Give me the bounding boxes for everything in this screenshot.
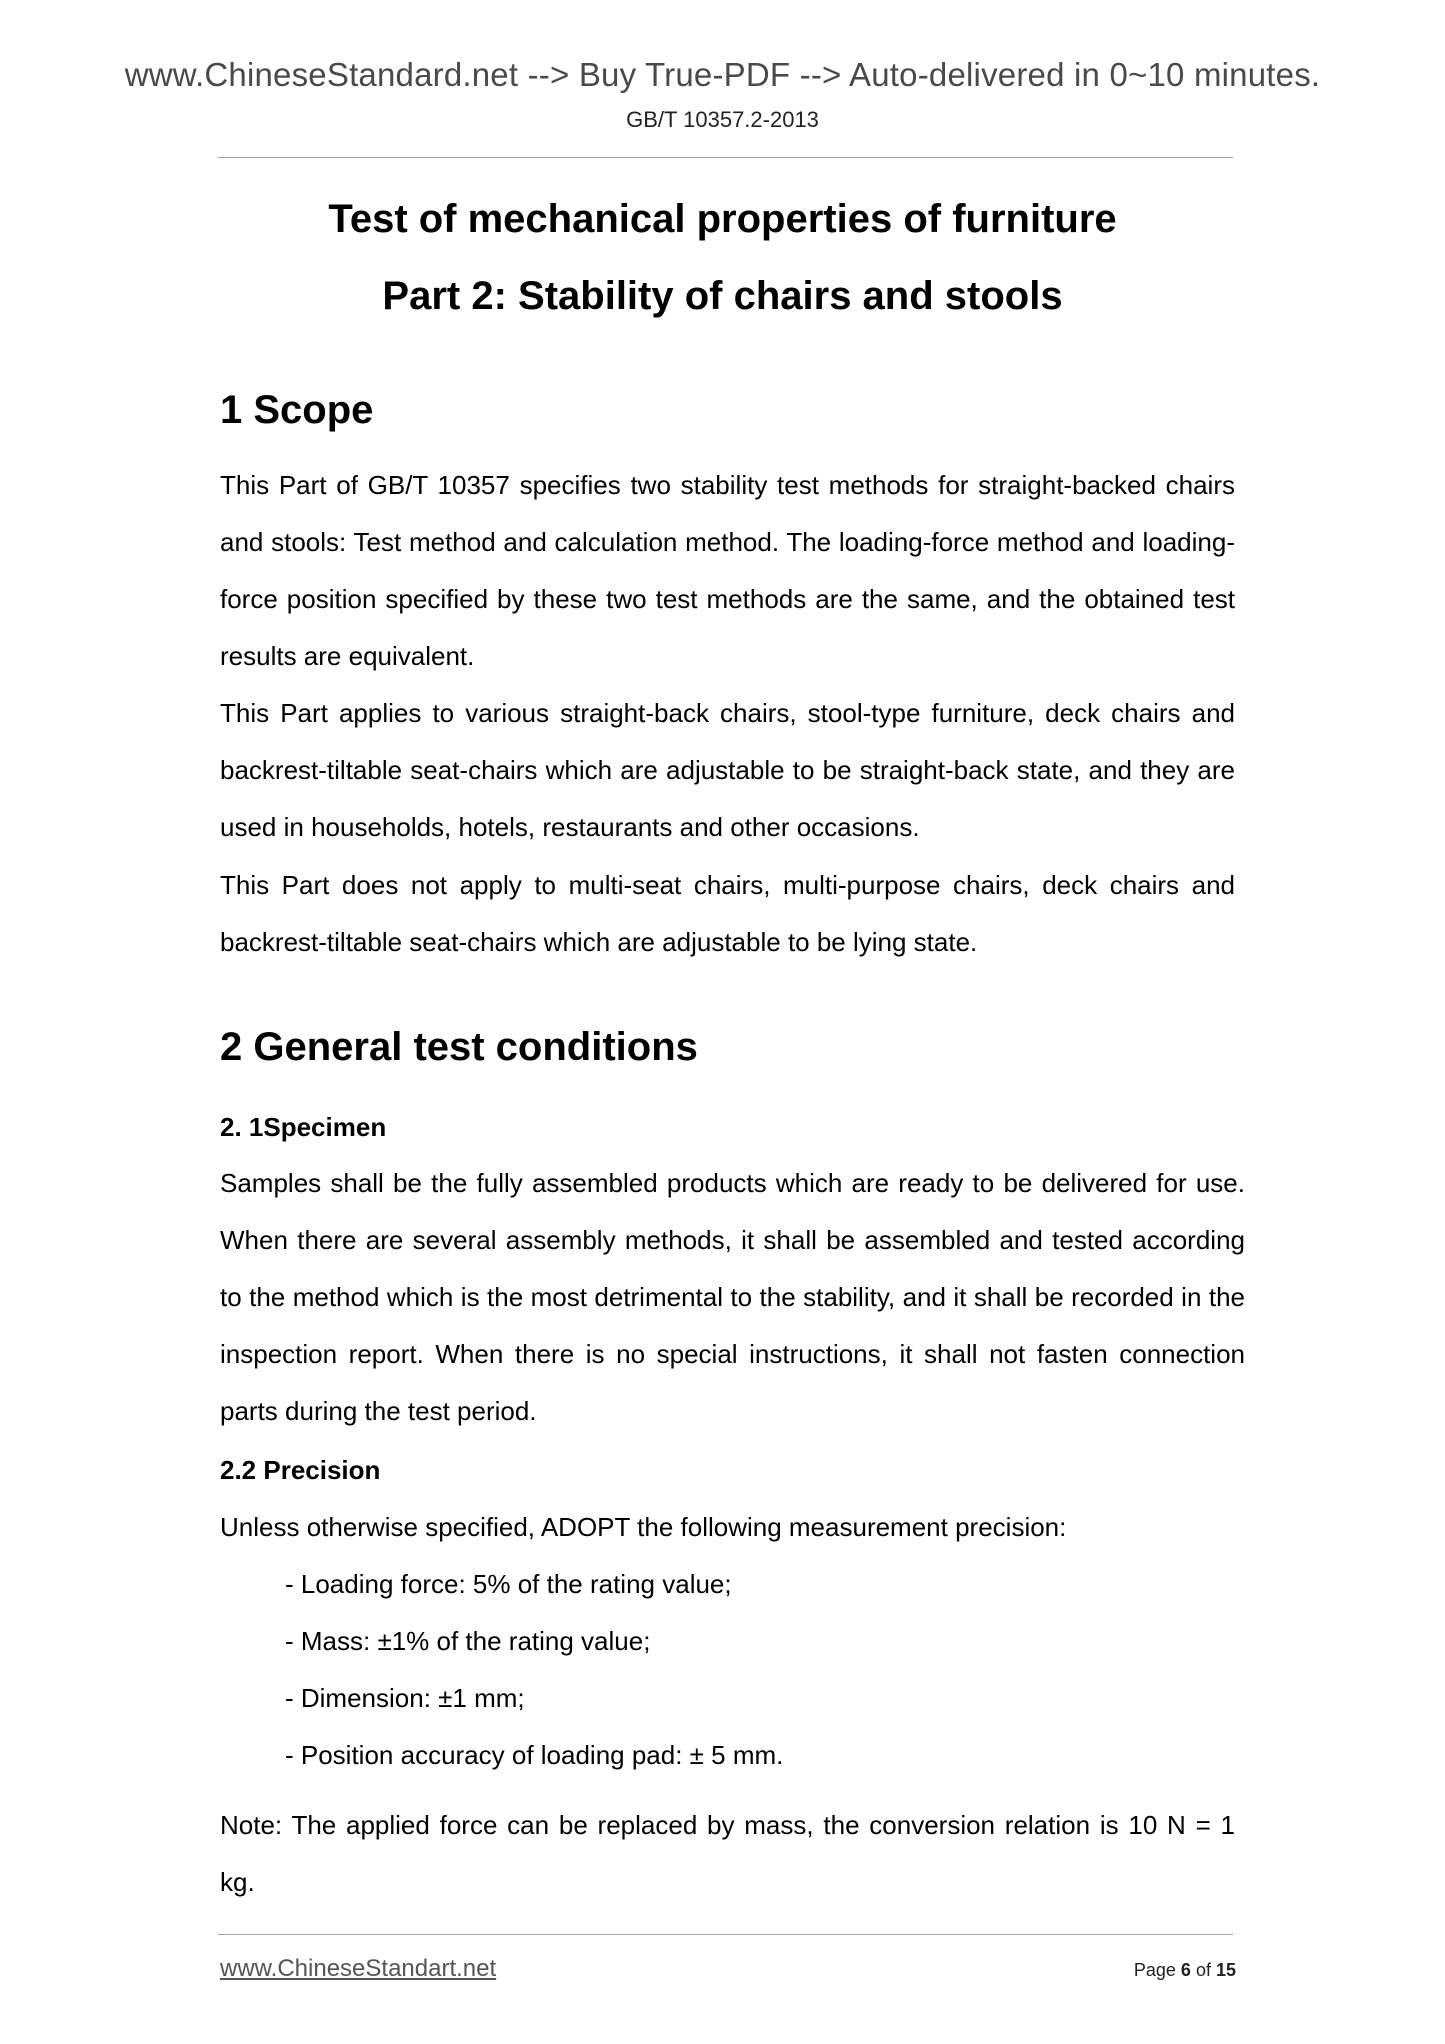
- subsection-heading-specimen: 2. 1Specimen: [220, 1112, 387, 1142]
- precision-intro: Unless otherwise specified, ADOPT the following measurement precision:: [220, 1512, 1067, 1542]
- precision-item: - Mass: ±1% of the rating value;: [285, 1626, 651, 1656]
- subsection-heading-precision: 2.2 Precision: [220, 1455, 381, 1485]
- precision-item: - Dimension: ±1 mm;: [285, 1683, 525, 1713]
- top-banner: www.ChineseStandard.net --> Buy True-PDF --> Auto-delivered in 0~10 minutes.: [124, 56, 1321, 93]
- precision-item: - Loading force: 5% of the rating value;: [285, 1569, 732, 1599]
- section-heading-general-conditions: 2 General test conditions: [220, 1025, 698, 1069]
- page-label: Page: [1133, 1960, 1176, 1980]
- footer-divider: [218, 1934, 1233, 1935]
- header-divider: [218, 157, 1233, 158]
- document-subtitle: Part 2: Stability of chairs and stools: [382, 274, 1063, 318]
- page-number: [1134, 1960, 1236, 1981]
- precision-item: - Position accuracy of loading pad: ± 5 mm.: [285, 1740, 784, 1770]
- page-of-label: of: [1195, 1960, 1211, 1980]
- scope-paragraph-1: This Part of GB/T 10357 specifies two stability test methods for straight-backed chairs and stools: Test method and calculation method. The loading-force method and loading-force position specified by these two test methods are the same, and the obtained test results are equivalent.: [220, 470, 1235, 671]
- scope-paragraph-3: This Part does not apply to multi-seat chairs, multi-purpose chairs, deck chairs and backrest-tiltable seat-chairs which are adjustable to be lying state.: [220, 870, 1235, 957]
- standard-code: GB/T 10357.2-2013: [626, 107, 819, 132]
- page-current: 6: [1180, 1960, 1191, 1980]
- footer-website-link[interactable]: www.ChineseStandart.net: [220, 1955, 497, 1982]
- specimen-paragraph: Samples shall be the fully assembled products which are ready to be delivered for use. When there are several assembly methods, it shall be assembled and tested according to the method which is the most detrimental to the stability, and it shall be recorded in the inspection report. When there is no special instructions, it shall not fasten connection parts during the test period.: [220, 1168, 1245, 1426]
- page-total: 15: [1215, 1960, 1236, 1980]
- section-heading-scope: 1 Scope: [220, 388, 374, 432]
- precision-note: Note: The applied force can be replaced by mass, the conversion relation is 10 N = 1 kg.: [220, 1810, 1235, 1897]
- document-title: Test of mechanical properties of furniture: [328, 197, 1117, 241]
- scope-paragraph-2: This Part applies to various straight-back chairs, stool-type furniture, deck chairs and backrest-tiltable seat-chairs which are adjustable to be straight-back state, and they are used in households, hotels, restaurants and other occasions.: [220, 698, 1235, 842]
